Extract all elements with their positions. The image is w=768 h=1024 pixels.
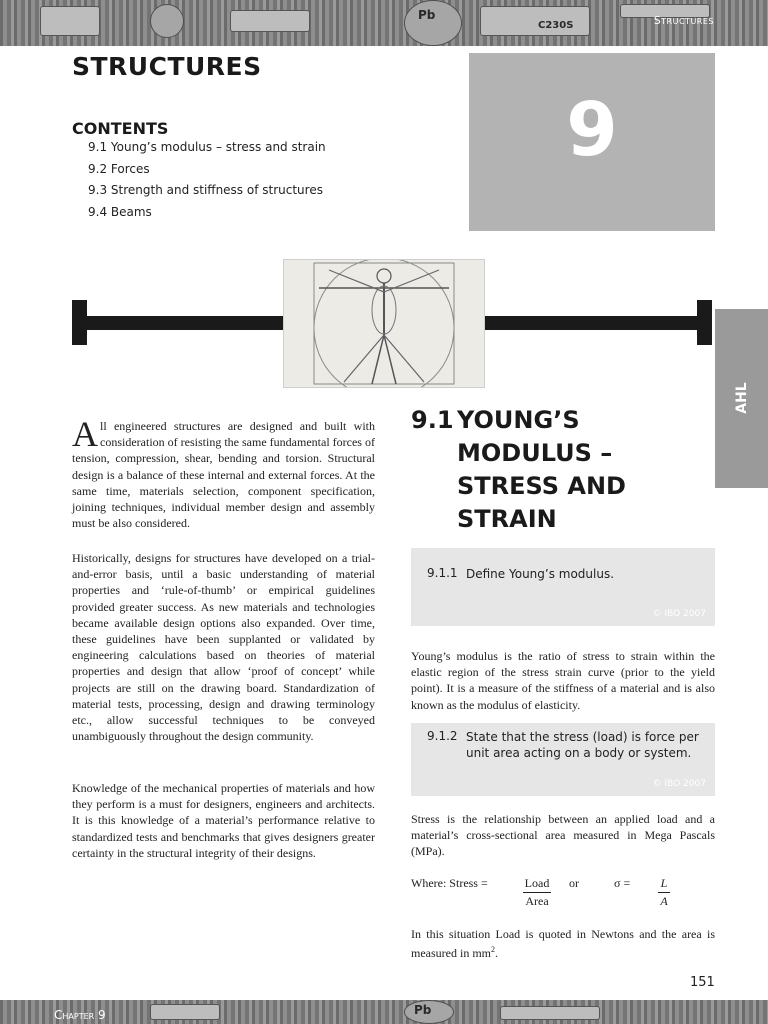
pb-label-decoration: Pb bbox=[414, 1003, 432, 1017]
units-text: In this situation Load is quoted in Newtons and the area is measured in mm bbox=[411, 927, 715, 961]
assessment-statement: Define Young’s modulus. bbox=[466, 567, 615, 581]
circuit-chip-decoration bbox=[480, 6, 590, 36]
pb-label-decoration: Pb bbox=[418, 8, 436, 22]
running-footer-title: Chapter 9 bbox=[54, 1008, 106, 1022]
section-title: YOUNG’S MODULUS – STRESS AND STRAIN bbox=[457, 406, 626, 533]
formula-lead: Where: Stress = bbox=[411, 876, 488, 890]
circuit-chip-decoration bbox=[230, 10, 310, 32]
circuit-chip-decoration bbox=[500, 1006, 600, 1020]
copyright-note: © IBO 2007 bbox=[652, 609, 706, 619]
circuit-capacitor-decoration bbox=[150, 4, 184, 38]
circuit-chip-decoration bbox=[40, 6, 100, 36]
units-period: . bbox=[494, 946, 498, 961]
fraction-numerator: L bbox=[658, 876, 670, 893]
copyright-note: © IBO 2007 bbox=[652, 779, 706, 789]
formula-or: or bbox=[569, 876, 579, 890]
toc-item[interactable]: 9.3 Strength and stiffness of structures bbox=[88, 183, 323, 198]
vitruvian-man-image bbox=[283, 259, 485, 388]
toc-item[interactable]: 9.4 Beams bbox=[88, 205, 152, 220]
fraction-numerator: Load bbox=[523, 876, 551, 893]
ahl-side-tab bbox=[715, 309, 768, 488]
sigma-fraction bbox=[658, 876, 670, 909]
youngs-modulus-paragraph: Young’s modulus is the ratio of stress to strain within the elastic region of the stress strain curve (prior to the yield point). It is a measure of the stiffness of a material and is also known as the modulus of elasticity. bbox=[411, 649, 715, 712]
beam-right-end bbox=[697, 300, 712, 345]
intro-text: ll engineered structures are designed and built with consideration of resisting the same fundamental forces of tension, compression, shear, bending and torsion. Structural design is a balance of these internal and external forces. At the same time, materials selection, component specification, joining techniques, individual member design and assembly must be also considered. bbox=[72, 419, 375, 531]
assessment-box-1 bbox=[411, 548, 715, 626]
page-number: 151 bbox=[690, 975, 715, 990]
section-number: 9.1 bbox=[411, 406, 454, 434]
intro-paragraph-2: Historically, designs for structures have developed on a trial-and-error basis, until a basic understanding of material properties and ‘rule-of-thumb’ or empirical guidelines provided greater success. As new materials and technologies became available design options also expanded. Over time, these guidelines have been supplanted or validated by engineering calculations based on theories of material properties and design that allow ‘proof of concept’ while projects are still on the drawing board. Standardization of material tests, processing, design and drawing terminology etc., allow successful techniques to be conveyed unambiguously throughout the design community. bbox=[72, 551, 375, 744]
footer-banner bbox=[0, 1000, 768, 1024]
assessment-code: 9.1.1 bbox=[427, 566, 458, 580]
header-banner bbox=[0, 0, 768, 46]
vitruvian-man-drawing bbox=[284, 260, 484, 387]
running-header-title: Structures bbox=[653, 14, 714, 27]
circuit-chip-decoration bbox=[150, 1004, 220, 1020]
chapter-title: STRUCTURES bbox=[72, 52, 262, 81]
stress-fraction bbox=[523, 876, 551, 909]
intro-paragraph-1 bbox=[72, 414, 375, 531]
contents-heading: CONTENTS bbox=[72, 119, 169, 138]
toc-item[interactable]: 9.1 Young’s modulus – stress and strain bbox=[88, 140, 326, 154]
fraction-denominator: Area bbox=[525, 894, 549, 908]
ahl-tab-label: AHL bbox=[734, 382, 750, 414]
toc-item[interactable]: 9.2 Forces bbox=[88, 161, 150, 176]
intro-paragraph-3: Knowledge of the mechanical properties of materials and how they perform is a must for designers, engineers and architects. It is this knowledge of a material’s performance relative to standardized tests and benchmarks that gives designers greater certainty in the structural integrity of their designs. bbox=[72, 781, 375, 860]
assessment-code: 9.1.2 bbox=[427, 729, 458, 743]
chapter-number: 9 bbox=[566, 87, 618, 173]
units-paragraph bbox=[411, 926, 715, 961]
table-of-contents bbox=[88, 139, 326, 226]
assessment-box-2 bbox=[411, 723, 715, 796]
assessment-statement: State that the stress (load) is force per unit area acting on a body or system. bbox=[466, 730, 699, 760]
fraction-denominator: A bbox=[660, 894, 668, 908]
c2306-label-decoration: C230S bbox=[538, 20, 574, 31]
chapter-number-box bbox=[469, 53, 715, 231]
stress-paragraph: Stress is the relationship between an applied load and a material’s cross-sectional area measured in Mega Pascals (MPa). bbox=[411, 812, 715, 859]
pb-free-badge-decoration bbox=[404, 0, 462, 46]
drop-cap: A bbox=[72, 414, 98, 454]
formula-sigma: σ = bbox=[614, 876, 631, 890]
units-superscript: 2 bbox=[490, 945, 495, 955]
beam-left-end bbox=[72, 300, 87, 345]
